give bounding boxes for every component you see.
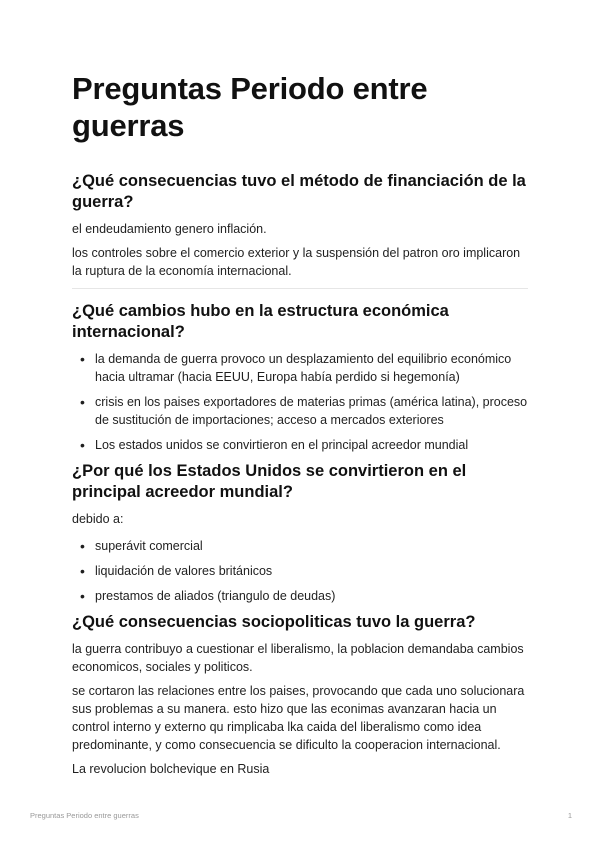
page-number: 1 <box>567 811 572 820</box>
section-heading: ¿Qué consecuencias sociopoliticas tuvo la guerra? <box>72 613 476 631</box>
section-financiacion <box>72 171 528 280</box>
divider <box>72 288 528 289</box>
section-estructura-economica <box>72 301 528 454</box>
section-heading: ¿Por qué los Estados Unidos se convirtieron en el principal acreedor mundial? <box>72 462 467 501</box>
page-footer <box>30 811 572 820</box>
paragraph: La revolucion bolchevique en Rusia <box>72 762 270 776</box>
paragraph: la guerra contribuyo a cuestionar el liberalismo, la poblacion demandaba cambios economicos, sociales y politicos. <box>72 642 524 674</box>
list-item: • Los estados unidos se convirtieron en el principal acreedor mundial <box>72 436 528 454</box>
section-heading: ¿Qué cambios hubo en la estructura económica internacional? <box>72 302 449 341</box>
document-page <box>72 70 528 784</box>
page-title: Preguntas Periodo entre guerras <box>72 71 428 143</box>
paragraph: los controles sobre el comercio exterior y la suspensión del patron oro implicaron la ruptura de la economía internacional. <box>72 246 521 278</box>
section-heading: ¿Qué consecuencias tuvo el método de financiación de la guerra? <box>72 172 526 211</box>
list-item: • crisis en los paises exportadores de materias primas (américa latina), proceso de sustitución de importaciones; acceso a mercados exteriores <box>72 393 528 429</box>
list-item: • la demanda de guerra provoco un desplazamiento del equilibrio económico hacia ultramar (hacia EEUU, Europa había perdido si hegemonía) <box>72 350 528 386</box>
section-acreedor-mundial <box>72 461 528 605</box>
bullet-list <box>72 537 528 605</box>
bullet-list <box>72 350 528 454</box>
paragraph: el endeudamiento genero inflación. <box>72 222 267 236</box>
section-sociopoliticas <box>72 612 528 778</box>
footer-title: Preguntas Periodo entre guerras <box>30 811 139 820</box>
list-item: • liquidación de valores británicos <box>72 562 528 580</box>
list-item: • superávit comercial <box>72 537 528 555</box>
paragraph: se cortaron las relaciones entre los paises, provocando que cada uno solucionara sus problemas a su manera. esto hizo que las econimas avanzaran hacia un control interno y externo qu rimplicaba lka caida del liberalismo como idea predominante, y como consecuencia se dificulto la cooperacion internacional. <box>72 684 525 752</box>
list-item: • prestamos de aliados (triangulo de deudas) <box>72 587 528 605</box>
paragraph: debido a: <box>72 512 124 526</box>
